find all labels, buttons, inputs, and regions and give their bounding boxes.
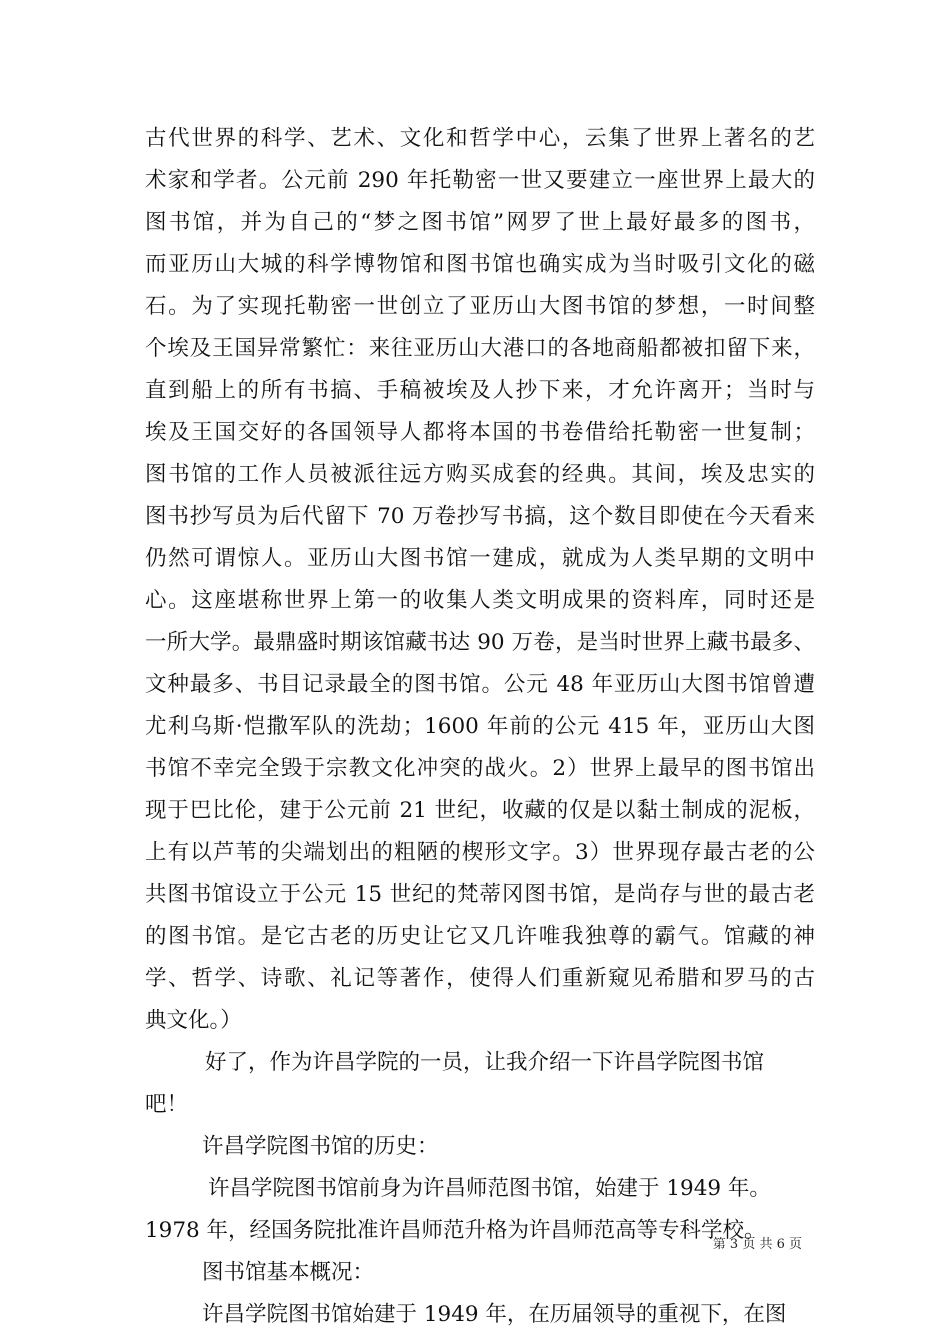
paragraph-introduction: [145, 1042, 815, 1126]
paragraph-overview: [145, 1294, 815, 1336]
paragraph-alexandria: [145, 118, 815, 1042]
text-line: 尤利乌斯·恺撒军队的洗劫；1600 年前的公元 415 年，亚历山大图: [145, 714, 815, 739]
text-line: 术家和学者。公元前 290 年托勒密一世又要建立一座世界上最大的: [145, 168, 815, 193]
text-line: 石。为了实现托勒密一世创立了亚历山大图书馆的梦想，一时间整: [145, 294, 815, 319]
text-line: 许昌学院图书馆前身为许昌师范图书馆，始建于 1949 年。: [208, 1176, 771, 1201]
text-line: 许昌学院图书馆始建于 1949 年，在历届领导的重视下，在图: [202, 1302, 787, 1327]
text-line: 的图书馆。是它古老的历史让它又几许唯我独尊的霸气。馆藏的神: [145, 924, 815, 949]
heading-library-history: 许昌学院图书馆的历史：: [202, 1134, 439, 1159]
page-number-footer: 第 3 页 共 6 页: [712, 1237, 802, 1252]
text-line: 埃及王国交好的各国领导人都将本国的书卷借给托勒密一世复制；: [145, 420, 815, 445]
body-text: [145, 118, 815, 1336]
heading-library-overview: 图书馆基本概况：: [202, 1260, 375, 1285]
text-line: 个埃及王国异常繁忙：来往亚历山大港口的各地商船都被扣留下来，: [145, 336, 815, 361]
text-line: 共图书馆设立于公元 15 世纪的梵蒂冈图书馆，是尚存与世的最古老: [145, 882, 815, 907]
text-line: 现于巴比伦，建于公元前 21 世纪，收藏的仅是以黏土制成的泥板，: [145, 798, 815, 823]
text-line: 直到船上的所有书搞、手稿被埃及人抄下来，才允许离开；当时与: [145, 378, 815, 403]
text-line: 图书馆，并为自己的“梦之图书馆”网罗了世上最好最多的图书，: [145, 210, 815, 235]
text-line: 心。这座堪称世界上第一的收集人类文明成果的资料库，同时还是: [145, 588, 815, 613]
text-line: 书馆不幸完全毁于宗教文化冲突的战火。2）世界上最早的图书馆出: [145, 756, 815, 781]
text-line: 好了，作为许昌学院的一员，让我介绍一下许昌学院图书馆: [205, 1050, 765, 1075]
text-line: 上有以芦苇的尖端划出的粗陋的楔形文字。3）世界现存最古老的公: [145, 840, 815, 865]
text-line: 吧！: [145, 1092, 189, 1117]
text-line: 典文化。）: [145, 1008, 242, 1033]
text-line: 一所大学。最鼎盛时期该馆藏书达 90 万卷，是当时世界上藏书最多、: [145, 630, 815, 655]
text-line: 学、哲学、诗歌、礼记等著作，使得人们重新窥见希腊和罗马的古: [145, 966, 815, 991]
text-line: 图书馆的工作人员被派往远方购买成套的经典。其间，埃及忠实的: [145, 462, 815, 487]
text-line: 而亚历山大城的科学博物馆和图书馆也确实成为当时吸引文化的磁: [145, 252, 815, 277]
text-line: 文种最多、书目记录最全的图书馆。公元 48 年亚历山大图书馆曾遭: [145, 672, 815, 697]
text-line: 仍然可谓惊人。亚历山大图书馆一建成，就成为人类早期的文明中: [145, 546, 815, 571]
text-line: 古代世界的科学、艺术、文化和哲学中心，云集了世界上著名的艺: [145, 126, 815, 151]
text-line: 图书抄写员为后代留下 70 万卷抄写书搞，这个数目即使在今天看来: [145, 504, 815, 529]
text-line: 1978 年，经国务院批准许昌师范升格为许昌师范高等专科学校。: [145, 1218, 766, 1243]
